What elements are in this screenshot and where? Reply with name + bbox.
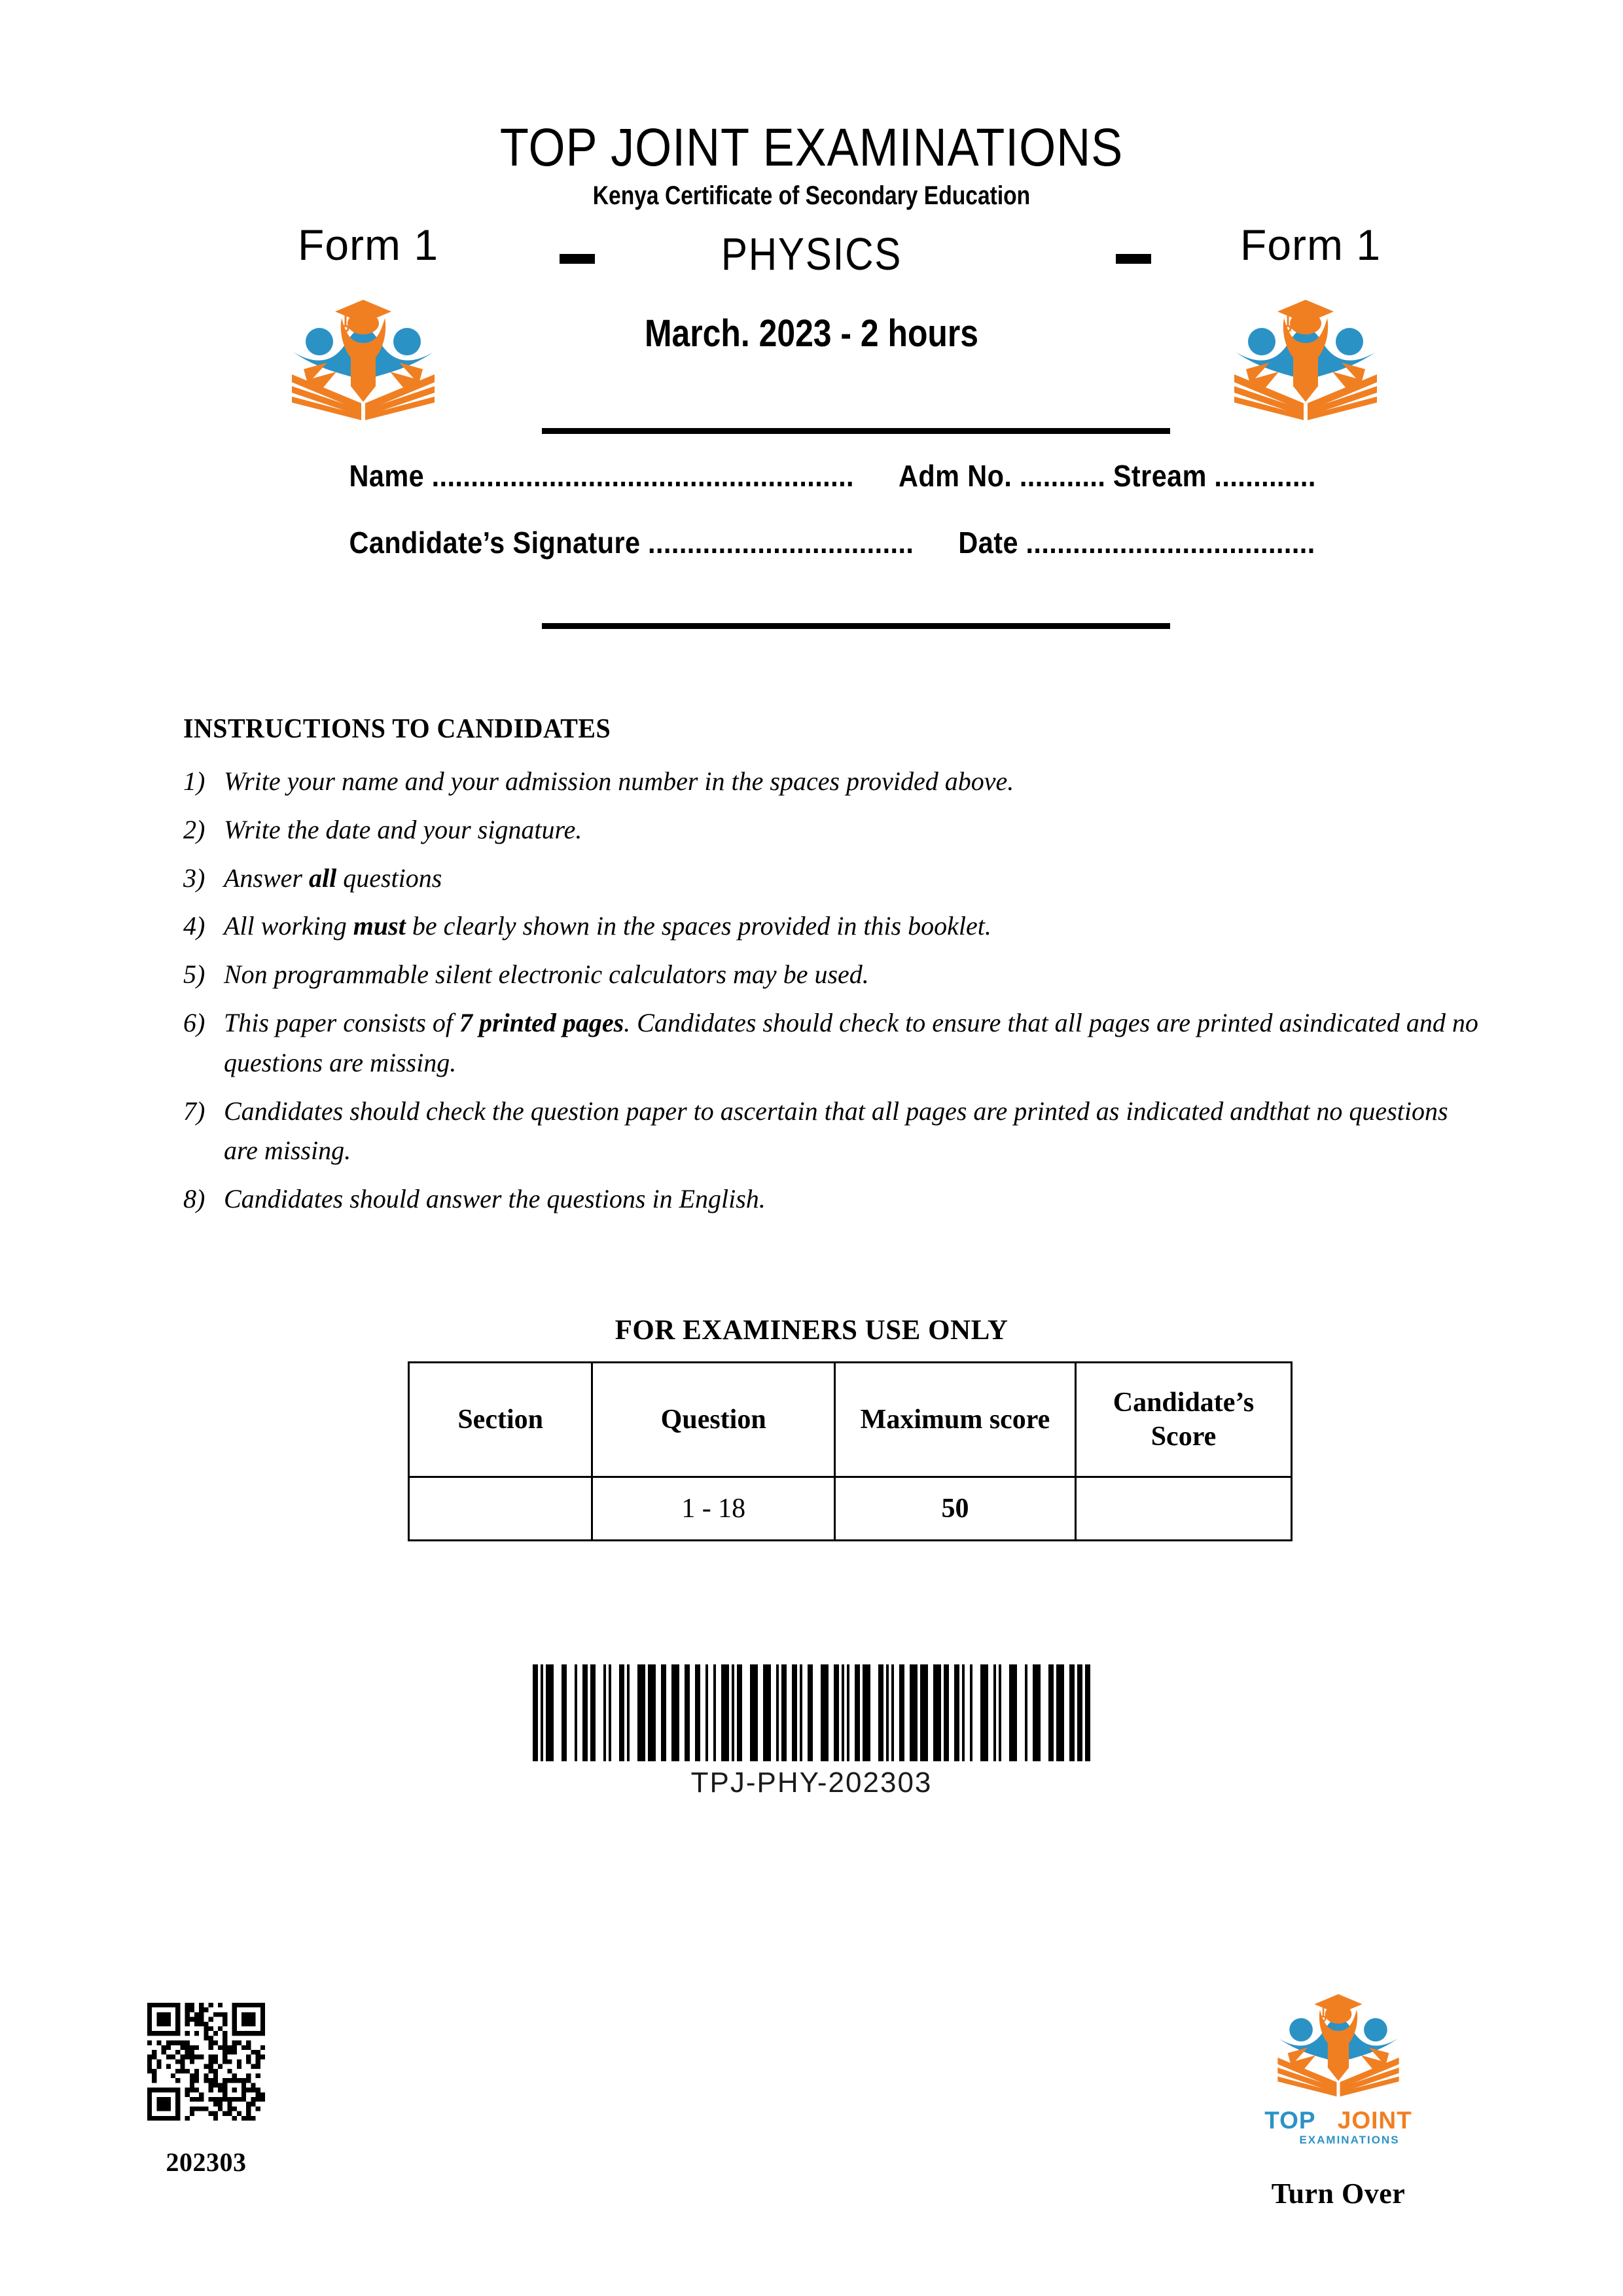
instruction-item <box>183 1092 1486 1172</box>
instruction-number: 8) <box>183 1184 205 1214</box>
top-joint-logo-left <box>288 295 438 429</box>
signature-field-row <box>81 525 1542 560</box>
cell-question-range: 1 - 18 <box>592 1477 835 1541</box>
table-head <box>409 1363 1292 1477</box>
instruction-number: 6) <box>183 1007 205 1037</box>
examiners-table-title: FOR EXAMINERS USE ONLY <box>615 1315 1008 1346</box>
exam-title: TOP JOINT EXAMINATIONS <box>499 118 1124 177</box>
footer-brand-block <box>1230 1990 1446 2210</box>
table-row <box>409 1477 1292 1541</box>
date-input-line[interactable]: ..................................... <box>1026 526 1315 560</box>
stream-label: Stream <box>1113 459 1207 493</box>
adm-no-input-line[interactable]: ........... <box>1019 459 1106 493</box>
column-header-candidate-score: Candidate’s Score <box>1075 1363 1291 1477</box>
date-label: Date <box>958 526 1018 560</box>
signature-input-line[interactable]: .................................. <box>648 526 914 560</box>
brand-word-joint: JOINT <box>1337 2107 1412 2134</box>
brand-wordmark <box>1230 2108 1446 2132</box>
name-label: Name <box>349 459 425 493</box>
form-level-right: Form 1 <box>1240 221 1382 269</box>
name-input-line[interactable]: ...................................................... <box>431 459 854 493</box>
brand-subtitle: EXAMINATIONS <box>1299 2134 1400 2146</box>
exam-subtitle: Kenya Certificate of Secondary Education <box>592 181 1031 210</box>
instruction-number: 7) <box>183 1096 205 1126</box>
instruction-text: Write your name and your admission number in the spaces provided above. <box>224 766 1014 796</box>
instructions-heading: INSTRUCTIONS TO CANDIDATES <box>183 714 611 744</box>
instruction-number: 5) <box>183 960 205 990</box>
subject-title: PHYSICS <box>721 228 902 279</box>
barcode-block <box>0 1656 1623 1799</box>
column-header-max-score: Maximum score <box>835 1363 1076 1477</box>
instruction-text: Candidates should check the question paper to ascertain that all pages are printed as indicated andthat no questions are missing. <box>224 1096 1448 1166</box>
instruction-item <box>183 1003 1486 1083</box>
table-body <box>409 1477 1292 1541</box>
instructions-list <box>183 762 1486 1219</box>
top-joint-logo-right <box>1230 295 1381 429</box>
qr-code-icon[interactable] <box>147 2003 265 2121</box>
header-divider-top <box>542 428 1170 434</box>
column-header-question: Question <box>592 1363 835 1477</box>
brand-word-top: TOP <box>1264 2107 1315 2134</box>
instruction-item <box>183 906 1486 946</box>
instruction-item <box>183 955 1486 995</box>
instruction-text: Non programmable silent electronic calculators may be used. <box>224 960 869 990</box>
instruction-number: 2) <box>183 814 205 844</box>
instruction-number: 3) <box>183 863 205 893</box>
candidate-details-block <box>81 458 1542 592</box>
instruction-number: 4) <box>183 911 205 941</box>
stream-input-line[interactable]: ............. <box>1214 459 1316 493</box>
instruction-number: 1) <box>183 766 205 796</box>
header-divider-bottom <box>542 623 1170 629</box>
table-header-row <box>409 1363 1292 1477</box>
top-joint-logo-footer <box>1273 1990 1404 2101</box>
barcode-image <box>533 1664 1090 1761</box>
dash-right-decoration <box>1116 254 1151 264</box>
adm-no-label: Adm No. <box>899 459 1012 493</box>
qr-code-block <box>141 2003 272 2178</box>
instruction-text: Candidates should answer the questions in English. <box>224 1184 766 1214</box>
instruction-item <box>183 762 1486 802</box>
form-level-left: Form 1 <box>298 221 439 269</box>
instruction-text: Write the date and your signature. <box>224 814 582 844</box>
exam-date-duration: March. 2023 - 2 hours <box>644 312 979 355</box>
instruction-text: This paper consists of 7 printed pages. Candidates should check to ensure that all pages are printed asindicated and no questions are missing. <box>224 1007 1478 1077</box>
instruction-item <box>183 1179 1486 1219</box>
instruction-text: Answer all questions <box>224 863 442 893</box>
column-header-section: Section <box>409 1363 592 1477</box>
instructions-section <box>183 713 1486 1228</box>
examiners-score-table <box>408 1361 1293 1541</box>
cell-candidate-score[interactable] <box>1075 1477 1291 1541</box>
cell-section[interactable] <box>409 1477 592 1541</box>
cell-maximum-score: 50 <box>835 1477 1076 1541</box>
instruction-item <box>183 859 1486 899</box>
barcode-value-text: TPJ-PHY-202303 <box>690 1767 933 1799</box>
turn-over-label: Turn Over <box>1271 2178 1406 2210</box>
signature-label: Candidate’s Signature <box>349 526 641 560</box>
brand-word-spacer <box>1323 2107 1330 2134</box>
qr-code-label: 202303 <box>166 2147 247 2177</box>
instruction-text: All working must be clearly shown in the spaces provided in this booklet. <box>224 911 991 941</box>
name-field-row <box>81 458 1542 493</box>
instruction-item <box>183 810 1486 850</box>
